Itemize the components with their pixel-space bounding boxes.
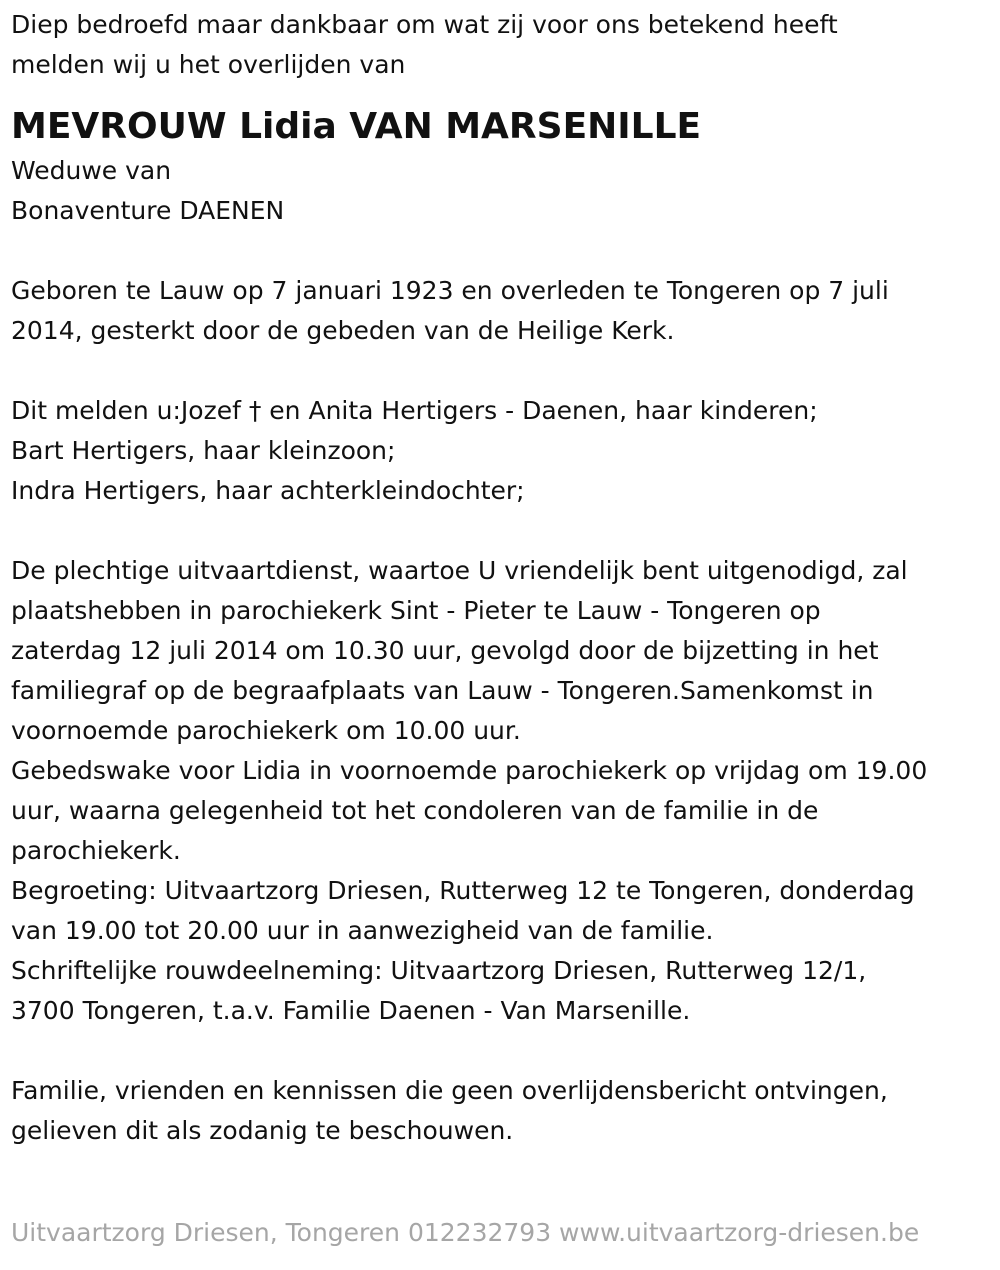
spacer xyxy=(11,351,991,391)
service-line: Gebedswake voor Lidia in voornoemde parochiekerk op vrijdag om 19.00 xyxy=(11,756,928,785)
service-line: 3700 Tongeren, t.a.v. Familie Daenen - Van Marsenille. xyxy=(11,996,691,1025)
service-line: uur, waarna gelegenheid tot het condoleren van de familie in de xyxy=(11,796,819,825)
intro-paragraph xyxy=(11,5,991,85)
service-line: zaterdag 12 juli 2014 om 10.30 uur, gevolgd door de bijzetting in het xyxy=(11,636,879,665)
subtitle-block xyxy=(11,151,991,231)
birth-paragraph xyxy=(11,271,991,351)
family-line: Indra Hertigers, haar achterkleindochter; xyxy=(11,476,525,505)
family-line: Bart Hertigers, haar kleinzoon; xyxy=(11,436,396,465)
service-line: Begroeting: Uitvaartzorg Driesen, Rutterweg 12 te Tongeren, donderdag xyxy=(11,876,915,905)
service-line: Schriftelijke rouwdeelneming: Uitvaartzorg Driesen, Rutterweg 12/1, xyxy=(11,956,867,985)
service-line: plaatshebben in parochiekerk Sint - Pieter te Lauw - Tongeren op xyxy=(11,596,821,625)
service-line: voornoemde parochiekerk om 10.00 uur. xyxy=(11,716,521,745)
deceased-name: MEVROUW Lidia VAN MARSENILLE xyxy=(11,106,702,147)
closing-paragraph xyxy=(11,1071,991,1151)
birth-line: Geboren te Lauw op 7 januari 1923 en overleden te Tongeren op 7 juli xyxy=(11,276,889,305)
spacer xyxy=(11,511,991,551)
service-line: familiegraf op de begraafplaats van Lauw - Tongeren.Samenkomst in xyxy=(11,676,874,705)
spouse-name: Bonaventure DAENEN xyxy=(11,196,285,225)
birth-line: 2014, gesterkt door de gebeden van de Heilige Kerk. xyxy=(11,316,675,345)
intro-line: Diep bedroefd maar dankbaar om wat zij voor ons betekend heeft xyxy=(11,10,838,39)
service-line: parochiekerk. xyxy=(11,836,181,865)
service-line: van 19.00 tot 20.00 uur in aanwezigheid van de familie. xyxy=(11,916,714,945)
family-paragraph xyxy=(11,391,991,511)
widow-of-label: Weduwe van xyxy=(11,156,172,185)
service-line: De plechtige uitvaartdienst, waartoe U vriendelijk bent uitgenodigd, zal xyxy=(11,556,908,585)
funeral-home-footer: Uitvaartzorg Driesen, Tongeren 012232793 www.uitvaartzorg-driesen.be xyxy=(11,1218,920,1247)
spacer xyxy=(11,231,991,271)
service-paragraph xyxy=(11,551,991,1031)
intro-line: melden wij u het overlijden van xyxy=(11,50,406,79)
obituary-notice xyxy=(11,0,991,1151)
closing-line: gelieven dit als zodanig te beschouwen. xyxy=(11,1116,514,1145)
spacer xyxy=(11,1031,991,1071)
closing-line: Familie, vrienden en kennissen die geen overlijdensbericht ontvingen, xyxy=(11,1076,888,1105)
family-line: Dit melden u:Jozef † en Anita Hertigers - Daenen, haar kinderen; xyxy=(11,396,818,425)
